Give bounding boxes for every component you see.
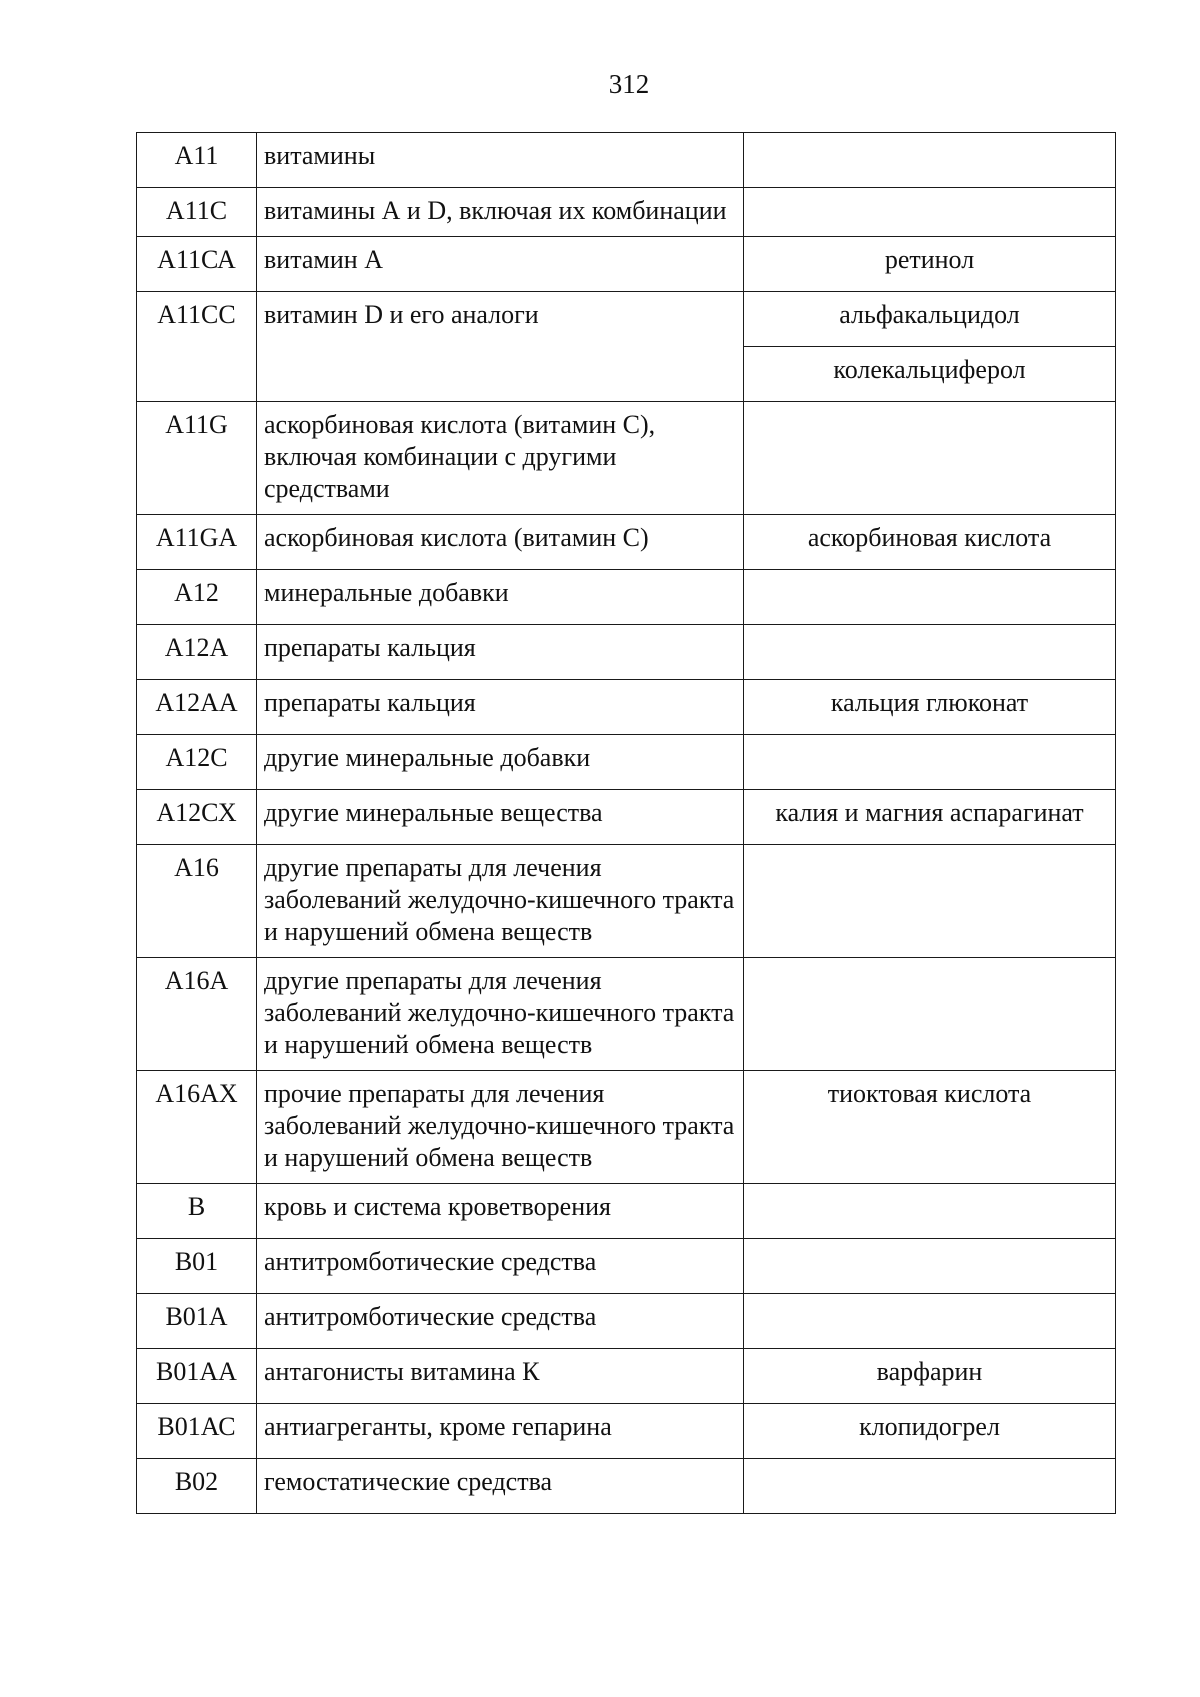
drug-name bbox=[744, 1459, 1116, 1514]
drug-name bbox=[744, 188, 1116, 237]
group-description: антиагреганты, кроме гепарина bbox=[257, 1404, 744, 1459]
table-row bbox=[137, 570, 1116, 625]
atc-code: А12 bbox=[137, 570, 257, 625]
group-description: гемостатические средства bbox=[257, 1459, 744, 1514]
atc-code: А16АХ bbox=[137, 1071, 257, 1184]
table-row bbox=[137, 292, 1116, 347]
drug-name: колекальциферол bbox=[744, 347, 1116, 402]
atc-code: А11G bbox=[137, 402, 257, 515]
table-row bbox=[137, 188, 1116, 237]
atc-code: В01АА bbox=[137, 1349, 257, 1404]
drug-name: калия и магния аспарагинат bbox=[744, 790, 1116, 845]
atc-code: А12АА bbox=[137, 680, 257, 735]
group-description: минеральные добавки bbox=[257, 570, 744, 625]
atc-code: А11С bbox=[137, 188, 257, 237]
table-row bbox=[137, 402, 1116, 515]
group-description: витамины А и D, включая их комбинации bbox=[257, 188, 744, 237]
group-description: антитромботические средства bbox=[257, 1294, 744, 1349]
atc-code: В01АС bbox=[137, 1404, 257, 1459]
group-description: другие препараты для лечения заболеваний желудочно-кишечного тракта и нарушений обмена веществ bbox=[257, 845, 744, 958]
table-row bbox=[137, 845, 1116, 958]
table-row bbox=[137, 133, 1116, 188]
group-description: прочие препараты для лечения заболеваний желудочно-кишечного тракта и нарушений обмена веществ bbox=[257, 1071, 744, 1184]
table-row bbox=[137, 1184, 1116, 1239]
table-row bbox=[137, 1239, 1116, 1294]
table-row bbox=[137, 1071, 1116, 1184]
table-row bbox=[137, 237, 1116, 292]
group-description: витамины bbox=[257, 133, 744, 188]
group-description: витамин А bbox=[257, 237, 744, 292]
table-row bbox=[137, 790, 1116, 845]
drug-name bbox=[744, 570, 1116, 625]
drug-name: клопидогрел bbox=[744, 1404, 1116, 1459]
atc-code: А16А bbox=[137, 958, 257, 1071]
atc-code: А12А bbox=[137, 625, 257, 680]
atc-code: В02 bbox=[137, 1459, 257, 1514]
group-description: кровь и система кроветворения bbox=[257, 1184, 744, 1239]
table-row bbox=[137, 1349, 1116, 1404]
group-description: аскорбиновая кислота (витамин С), включая комбинации с другими средствами bbox=[257, 402, 744, 515]
group-description: другие минеральные вещества bbox=[257, 790, 744, 845]
drug-name bbox=[744, 402, 1116, 515]
drug-name bbox=[744, 625, 1116, 680]
table-row bbox=[137, 625, 1116, 680]
drug-name bbox=[744, 958, 1116, 1071]
drug-name: альфакальцидол bbox=[744, 292, 1116, 347]
page-number: 312 bbox=[608, 69, 650, 99]
atc-code: А11СС bbox=[137, 292, 257, 402]
atc-code: А11СА bbox=[137, 237, 257, 292]
atc-code: А16 bbox=[137, 845, 257, 958]
table-row bbox=[137, 680, 1116, 735]
atc-code: А11GА bbox=[137, 515, 257, 570]
group-description: витамин D и его аналоги bbox=[257, 292, 744, 402]
atc-code: В bbox=[137, 1184, 257, 1239]
drug-name bbox=[744, 1239, 1116, 1294]
table-row bbox=[137, 958, 1116, 1071]
drug-name bbox=[744, 845, 1116, 958]
drug-name: ретинол bbox=[744, 237, 1116, 292]
drug-name bbox=[744, 133, 1116, 188]
group-description: препараты кальция bbox=[257, 680, 744, 735]
atc-code: В01 bbox=[137, 1239, 257, 1294]
table-row bbox=[137, 1404, 1116, 1459]
drug-name: варфарин bbox=[744, 1349, 1116, 1404]
group-description: аскорбиновая кислота (витамин С) bbox=[257, 515, 744, 570]
drug-name bbox=[744, 1184, 1116, 1239]
drug-name: тиоктовая кислота bbox=[744, 1071, 1116, 1184]
group-description: препараты кальция bbox=[257, 625, 744, 680]
group-description: антагонисты витамина К bbox=[257, 1349, 744, 1404]
atc-code: В01А bbox=[137, 1294, 257, 1349]
atc-classification-table bbox=[136, 132, 1116, 1514]
group-description: другие минеральные добавки bbox=[257, 735, 744, 790]
drug-name bbox=[744, 1294, 1116, 1349]
drug-name: кальция глюконат bbox=[744, 680, 1116, 735]
drug-name bbox=[744, 735, 1116, 790]
table-row bbox=[137, 515, 1116, 570]
table-row bbox=[137, 1459, 1116, 1514]
atc-code: А11 bbox=[137, 133, 257, 188]
table-row bbox=[137, 735, 1116, 790]
table-row bbox=[137, 1294, 1116, 1349]
atc-code: А12С bbox=[137, 735, 257, 790]
group-description: другие препараты для лечения заболеваний желудочно-кишечного тракта и нарушений обмена веществ bbox=[257, 958, 744, 1071]
drug-name: аскорбиновая кислота bbox=[744, 515, 1116, 570]
group-description: антитромботические средства bbox=[257, 1239, 744, 1294]
atc-code: А12СХ bbox=[137, 790, 257, 845]
